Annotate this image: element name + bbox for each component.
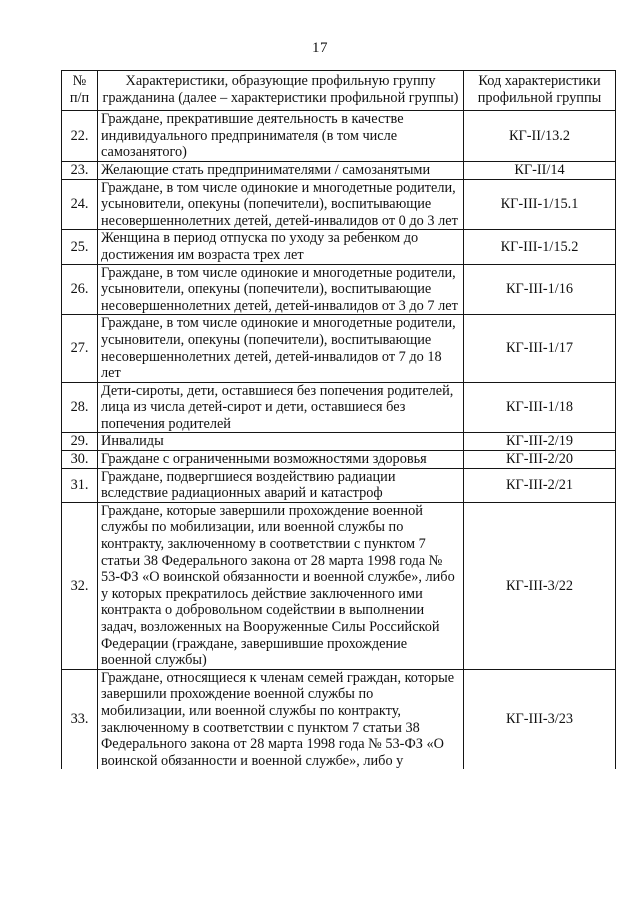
table-row [62,502,616,669]
row-code: КГ-III-1/15.1 [464,179,616,230]
row-number: 25. [62,230,98,264]
row-number: 28. [62,382,98,433]
row-code: КГ-III-1/15.2 [464,230,616,264]
row-number: 27. [62,315,98,382]
row-number: 32. [62,502,98,669]
row-characteristic: Граждане, в том числе одинокие и многодетные родители, усыновители, опекуны (попечители), воспитывающие несовершеннолетних детей, детей-инвалидов от 3 до 7 лет [98,264,464,315]
row-number: 26. [62,264,98,315]
table-row [62,161,616,179]
row-number: 30. [62,451,98,469]
row-number: 22. [62,111,98,162]
row-code: КГ-III-1/18 [464,382,616,433]
row-characteristic: Женщина в период отпуска по уходу за ребенком до достижения им возраста трех лет [98,230,464,264]
row-code: КГ-III-2/19 [464,433,616,451]
profile-group-table [61,70,616,769]
row-characteristic: Граждане, в том числе одинокие и многодетные родители, усыновители, опекуны (попечители), воспитывающие несовершеннолетних детей, детей-инвалидов от 0 до 3 лет [98,179,464,230]
row-code: КГ-III-1/17 [464,315,616,382]
row-characteristic: Дети-сироты, дети, оставшиеся без попечения родителей, лица из числа детей-сирот и дети, оставшиеся без попечения родителей [98,382,464,433]
table-row [62,179,616,230]
row-characteristic: Граждане, которые завершили прохождение военной службы по мобилизации, или военной службы по контракту, заключенному в соответствии с пунктом 7 статьи 38 Федерального закона от 28 марта 1998 года № 53-ФЗ «О воинской обязанности и военной службе», либо у которых прекратилось действие заключенного ими контракта о добровольном содействии в выполнении задач, возложенных на Вооруженные Силы Российской Федерации (граждане, завершившие прохождение военной службы) [98,502,464,669]
header-characteristics: Характеристики, образующие профильную группу гражданина (далее – характеристики профильной группы) [98,71,464,111]
row-code: КГ-III-2/21 [464,468,616,502]
row-characteristic: Граждане, относящиеся к членам семей граждан, которые завершили прохождение военной службы по мобилизации, или военной службы по контракту, заключенному в соответствии с пунктом 7 статьи 38 Федерального закона от 28 марта 1998 года № 53-ФЗ «О воинской обязанности и военной службе», либо у [98,669,464,769]
row-characteristic: Граждане, прекратившие деятельность в качестве индивидуального предпринимателя (в том числе самозанятого) [98,111,464,162]
header-code: Код характеристики профильной группы [464,71,616,111]
table-row [62,433,616,451]
row-number: 29. [62,433,98,451]
row-characteristic: Инвалиды [98,433,464,451]
table-row [62,382,616,433]
table-row [62,111,616,162]
row-code: КГ-III-3/22 [464,502,616,669]
row-characteristic: Граждане, в том числе одинокие и многодетные родители, усыновители, опекуны (попечители), воспитывающие несовершеннолетних детей, детей-инвалидов от 7 до 18 лет [98,315,464,382]
table-header-row [62,71,616,111]
row-code: КГ-III-1/16 [464,264,616,315]
row-characteristic: Граждане с ограниченными возможностями здоровья [98,451,464,469]
row-number: 23. [62,161,98,179]
row-code: КГ-II/14 [464,161,616,179]
table-row [62,230,616,264]
row-number: 24. [62,179,98,230]
table-row [62,468,616,502]
header-number: № п/п [62,71,98,111]
table-row [62,315,616,382]
row-characteristic: Желающие стать предпринимателями / самозанятыми [98,161,464,179]
row-code: КГ-III-2/20 [464,451,616,469]
table-row [62,669,616,769]
row-characteristic: Граждане, подвергшиеся воздействию радиации вследствие радиационных аварий и катастроф [98,468,464,502]
table-row [62,451,616,469]
row-code: КГ-II/13.2 [464,111,616,162]
row-number: 31. [62,468,98,502]
page-number: 17 [312,40,328,56]
row-code: КГ-III-3/23 [464,669,616,769]
table-row [62,264,616,315]
row-number: 33. [62,669,98,769]
